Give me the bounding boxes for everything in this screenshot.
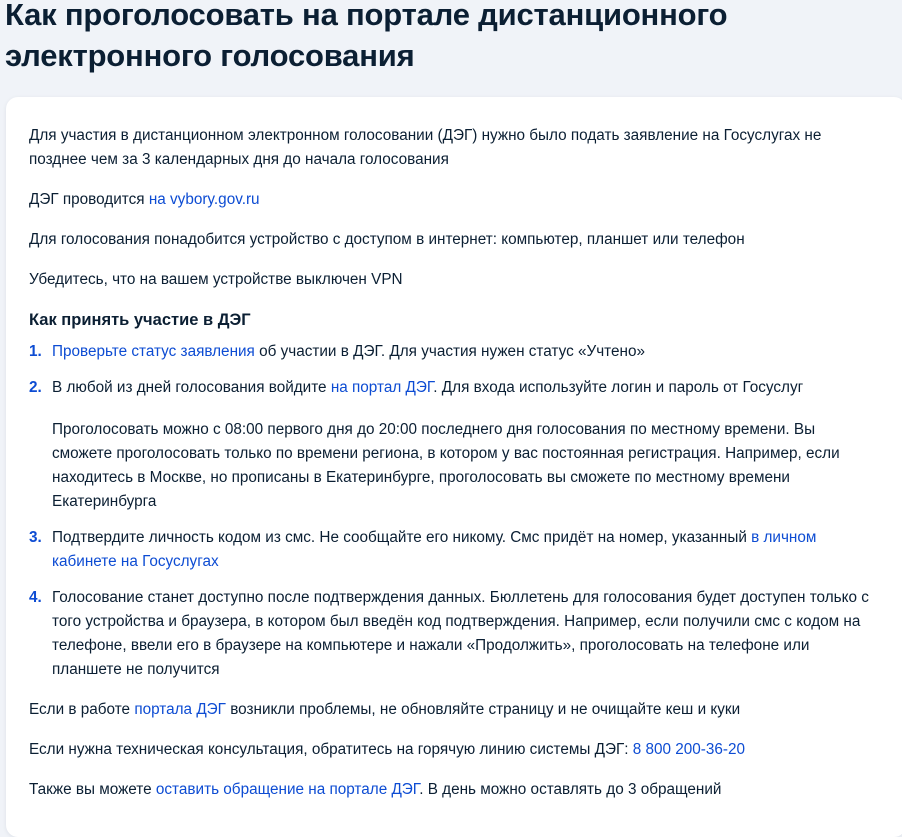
step-item-4 <box>29 586 882 682</box>
appeal-text <box>29 778 889 802</box>
step-text: В любой из дней голосования войдите <box>52 379 331 396</box>
step-item-2 <box>29 376 889 400</box>
step-number: 1. <box>29 343 42 360</box>
article-content <box>29 124 889 802</box>
step-number: 4. <box>29 589 42 606</box>
portal-login-link[interactable]: на портал ДЭГ <box>330 379 434 396</box>
hotline-text <box>29 738 889 762</box>
steps-list <box>29 340 889 682</box>
problems-prefix: Если в работе <box>29 701 135 718</box>
problems-text <box>29 698 889 722</box>
page-title: Как проголосовать на портале дистанционного электронного голосования <box>5 0 728 73</box>
problems-suffix: возникли проблемы, не обновляйте страницу и не очищайте кеш и куки <box>225 701 741 718</box>
intro-registration-text: Для участия в дистанционном электронном голосовании (ДЭГ) нужно было подать заявление на Госуслугах не позднее чем за 3 календарных дня до начала голосования <box>29 127 822 168</box>
appeal-prefix: Также вы можете <box>29 781 156 798</box>
intro-portal-prefix: ДЭГ проводится <box>29 191 149 208</box>
step-item-3 <box>29 526 852 574</box>
step-number: 3. <box>29 529 42 546</box>
intro-portal-text <box>29 188 889 212</box>
hotline-phone-link[interactable]: 8 800 200-36-20 <box>632 741 746 758</box>
personal-account-link[interactable]: в личном кабинете на Госуслугах <box>52 529 817 570</box>
step-number: 2. <box>29 379 42 396</box>
step-item-1 <box>29 340 889 364</box>
step-text: Голосование станет доступно после подтверждения данных. Бюллетень для голосования будет доступен только с того устройства и браузера, в котором был введён код подтверждения. Например, если получили смс с кодом на телефоне, ввели его в браузере на компьютере и нажали «Продолжить», проголосовать на телефоне или планшете не получится <box>52 589 869 678</box>
appeal-link[interactable]: оставить обращение на портале ДЭГ <box>155 781 420 798</box>
vybory-link[interactable]: на vybory.gov.ru <box>148 191 260 208</box>
hotline-prefix: Если нужна техническая консультация, обратитесь на горячую линию системы ДЭГ: <box>29 741 633 758</box>
step-text: . Для входа используйте логин и пароль от Госуслуг <box>433 379 804 396</box>
appeal-suffix: . В день можно оставлять до 3 обращений <box>419 781 722 798</box>
check-status-link[interactable]: Проверьте статус заявления <box>52 343 255 360</box>
section-heading: Как принять участие в ДЭГ <box>29 311 251 329</box>
step-text: об участии в ДЭГ. Для участия нужен статус «Учтено» <box>254 343 645 360</box>
deg-portal-link[interactable]: портала ДЭГ <box>134 701 226 718</box>
intro-vpn-text: Убедитесь, что на вашем устройстве выключен VPN <box>29 271 403 288</box>
voting-time-note: Проголосовать можно с 08:00 первого дня до 20:00 последнего дня голосования по местному времени. Вы сможете проголосовать только по времени региона, в котором у вас постоянная регистрация. Например, если находитесь в Москве, но прописаны в Екатеринбурге, проголосовать вы сможете по местному времени Екатеринбурга <box>52 421 840 510</box>
step-text: Подтвердите личность кодом из смс. Не сообщайте его никому. Смс придёт на номер, указанный <box>52 529 752 546</box>
intro-device-text: Для голосования понадобится устройство с доступом в интернет: компьютер, планшет или телефон <box>29 231 745 248</box>
